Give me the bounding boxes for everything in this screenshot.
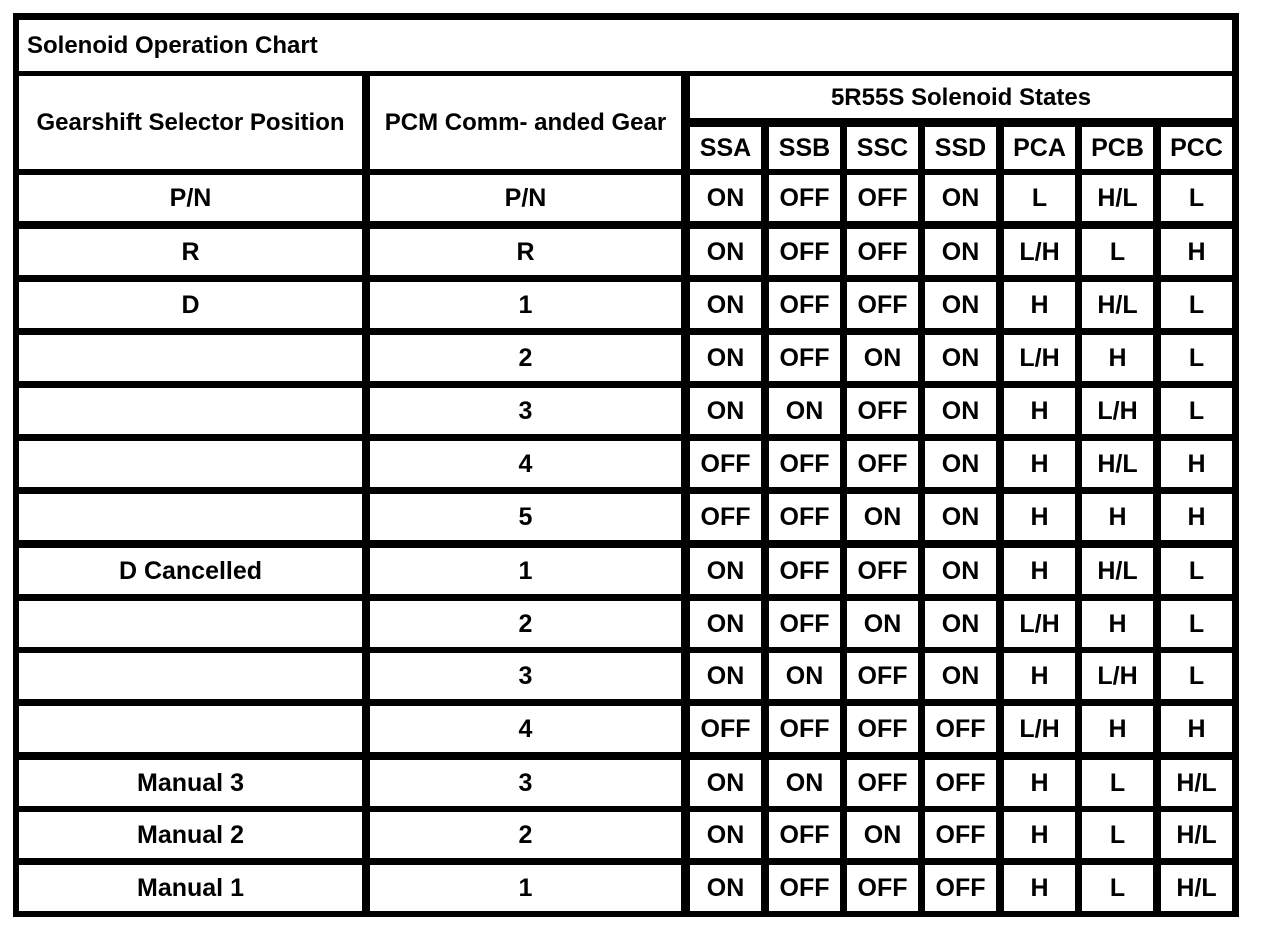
cell-commanded-gear: 3 bbox=[370, 388, 681, 434]
cell-state-ssa: ON bbox=[690, 548, 761, 594]
cell-state-ssb: OFF bbox=[769, 548, 840, 594]
cell-state-ssb: OFF bbox=[769, 812, 840, 858]
cell-state-ssb: OFF bbox=[769, 441, 840, 487]
header-gearshift-selector-position: Gearshift Selector Position bbox=[19, 76, 362, 169]
cell-state-pca: H bbox=[1004, 865, 1075, 911]
cell-state-pca: L/H bbox=[1004, 601, 1075, 647]
cell-commanded-gear: 3 bbox=[370, 760, 681, 806]
cell-state-pca: H bbox=[1004, 760, 1075, 806]
cell-selector-position bbox=[19, 653, 362, 699]
cell-selector-position: Manual 3 bbox=[19, 760, 362, 806]
cell-state-ssd: ON bbox=[925, 175, 996, 221]
cell-state-pcb: H bbox=[1082, 494, 1153, 540]
cell-state-ssa: OFF bbox=[690, 494, 761, 540]
cell-state-ssc: OFF bbox=[847, 388, 918, 434]
cell-state-ssc: ON bbox=[847, 601, 918, 647]
cell-state-ssb: ON bbox=[769, 388, 840, 434]
cell-selector-position: D Cancelled bbox=[19, 548, 362, 594]
solenoid-operation-chart bbox=[13, 13, 1239, 917]
cell-commanded-gear: R bbox=[370, 229, 681, 275]
cell-state-pcc: L bbox=[1161, 388, 1232, 434]
cell-state-pca: H bbox=[1004, 653, 1075, 699]
header-ssb: SSB bbox=[769, 127, 840, 169]
cell-state-pca: L bbox=[1004, 175, 1075, 221]
cell-state-ssd: ON bbox=[925, 548, 996, 594]
cell-state-ssd: ON bbox=[925, 335, 996, 381]
cell-state-ssc: OFF bbox=[847, 865, 918, 911]
cell-selector-position: Manual 1 bbox=[19, 865, 362, 911]
header-ssd: SSD bbox=[925, 127, 996, 169]
cell-state-ssb: OFF bbox=[769, 706, 840, 752]
cell-state-ssb: OFF bbox=[769, 494, 840, 540]
cell-state-ssa: ON bbox=[690, 175, 761, 221]
cell-state-ssb: OFF bbox=[769, 282, 840, 328]
cell-state-ssb: OFF bbox=[769, 601, 840, 647]
cell-state-pcc: L bbox=[1161, 653, 1232, 699]
cell-state-ssd: ON bbox=[925, 653, 996, 699]
cell-state-pca: L/H bbox=[1004, 706, 1075, 752]
cell-state-ssd: OFF bbox=[925, 812, 996, 858]
cell-commanded-gear: 1 bbox=[370, 865, 681, 911]
cell-state-pcb: L bbox=[1082, 229, 1153, 275]
cell-state-pcb: H/L bbox=[1082, 441, 1153, 487]
cell-state-ssc: OFF bbox=[847, 175, 918, 221]
cell-commanded-gear: P/N bbox=[370, 175, 681, 221]
cell-state-ssd: ON bbox=[925, 494, 996, 540]
cell-commanded-gear: 2 bbox=[370, 812, 681, 858]
cell-state-pcb: L/H bbox=[1082, 388, 1153, 434]
cell-selector-position: R bbox=[19, 229, 362, 275]
cell-state-pcc: L bbox=[1161, 282, 1232, 328]
cell-commanded-gear: 5 bbox=[370, 494, 681, 540]
cell-state-ssc: OFF bbox=[847, 653, 918, 699]
chart-title: Solenoid Operation Chart bbox=[19, 20, 1232, 71]
cell-state-ssb: OFF bbox=[769, 335, 840, 381]
cell-state-ssa: ON bbox=[690, 388, 761, 434]
cell-state-pca: H bbox=[1004, 494, 1075, 540]
header-pcb: PCB bbox=[1082, 127, 1153, 169]
header-pcc: PCC bbox=[1161, 127, 1232, 169]
cell-state-ssc: ON bbox=[847, 335, 918, 381]
cell-state-ssd: ON bbox=[925, 282, 996, 328]
cell-state-pca: H bbox=[1004, 441, 1075, 487]
cell-state-pcb: H/L bbox=[1082, 282, 1153, 328]
cell-state-ssb: OFF bbox=[769, 865, 840, 911]
cell-state-pcc: L bbox=[1161, 601, 1232, 647]
cell-state-ssd: ON bbox=[925, 388, 996, 434]
cell-state-ssc: OFF bbox=[847, 548, 918, 594]
cell-state-ssc: ON bbox=[847, 812, 918, 858]
cell-state-ssa: ON bbox=[690, 653, 761, 699]
cell-selector-position bbox=[19, 706, 362, 752]
cell-commanded-gear: 2 bbox=[370, 335, 681, 381]
header-pcm-commanded-gear: PCM Comm- anded Gear bbox=[370, 76, 681, 169]
cell-state-pcc: H bbox=[1161, 441, 1232, 487]
cell-state-pca: H bbox=[1004, 388, 1075, 434]
cell-state-pcb: L bbox=[1082, 865, 1153, 911]
cell-state-pcb: L bbox=[1082, 812, 1153, 858]
cell-state-ssd: OFF bbox=[925, 760, 996, 806]
cell-state-ssa: ON bbox=[690, 335, 761, 381]
cell-state-pcc: H/L bbox=[1161, 760, 1232, 806]
cell-selector-position bbox=[19, 441, 362, 487]
cell-state-ssc: OFF bbox=[847, 282, 918, 328]
cell-state-ssd: ON bbox=[925, 601, 996, 647]
cell-state-pcc: L bbox=[1161, 335, 1232, 381]
cell-state-ssd: ON bbox=[925, 441, 996, 487]
cell-state-pcb: L/H bbox=[1082, 653, 1153, 699]
cell-state-ssd: ON bbox=[925, 229, 996, 275]
header-solenoid-states: 5R55S Solenoid States bbox=[690, 76, 1232, 118]
cell-selector-position: Manual 2 bbox=[19, 812, 362, 858]
cell-state-pcc: H bbox=[1161, 494, 1232, 540]
header-ssc: SSC bbox=[847, 127, 918, 169]
header-pca: PCA bbox=[1004, 127, 1075, 169]
cell-state-ssa: ON bbox=[690, 812, 761, 858]
cell-state-pcc: H/L bbox=[1161, 865, 1232, 911]
cell-selector-position bbox=[19, 601, 362, 647]
cell-state-ssa: OFF bbox=[690, 706, 761, 752]
cell-state-pcc: H bbox=[1161, 229, 1232, 275]
cell-selector-position bbox=[19, 388, 362, 434]
cell-commanded-gear: 2 bbox=[370, 601, 681, 647]
cell-state-ssb: ON bbox=[769, 653, 840, 699]
cell-state-pcb: H/L bbox=[1082, 548, 1153, 594]
cell-selector-position: P/N bbox=[19, 175, 362, 221]
cell-state-pcc: L bbox=[1161, 548, 1232, 594]
cell-state-ssb: OFF bbox=[769, 175, 840, 221]
cell-state-ssb: ON bbox=[769, 760, 840, 806]
cell-state-ssb: OFF bbox=[769, 229, 840, 275]
cell-state-pcb: H bbox=[1082, 601, 1153, 647]
cell-state-pca: H bbox=[1004, 282, 1075, 328]
cell-commanded-gear: 4 bbox=[370, 706, 681, 752]
cell-commanded-gear: 1 bbox=[370, 548, 681, 594]
cell-state-ssc: OFF bbox=[847, 441, 918, 487]
cell-state-pca: L/H bbox=[1004, 229, 1075, 275]
cell-state-ssa: OFF bbox=[690, 441, 761, 487]
cell-commanded-gear: 3 bbox=[370, 653, 681, 699]
cell-state-pcc: H/L bbox=[1161, 812, 1232, 858]
cell-state-ssc: OFF bbox=[847, 706, 918, 752]
cell-state-pcb: H/L bbox=[1082, 175, 1153, 221]
cell-state-ssc: OFF bbox=[847, 760, 918, 806]
cell-state-ssa: ON bbox=[690, 760, 761, 806]
cell-state-pcb: H bbox=[1082, 335, 1153, 381]
cell-state-pcb: H bbox=[1082, 706, 1153, 752]
cell-commanded-gear: 4 bbox=[370, 441, 681, 487]
cell-selector-position bbox=[19, 335, 362, 381]
cell-state-ssc: OFF bbox=[847, 229, 918, 275]
cell-state-pca: H bbox=[1004, 812, 1075, 858]
cell-state-ssa: ON bbox=[690, 865, 761, 911]
cell-state-ssd: OFF bbox=[925, 706, 996, 752]
cell-selector-position bbox=[19, 494, 362, 540]
cell-state-ssa: ON bbox=[690, 229, 761, 275]
cell-state-pcb: L bbox=[1082, 760, 1153, 806]
cell-state-ssd: OFF bbox=[925, 865, 996, 911]
cell-commanded-gear: 1 bbox=[370, 282, 681, 328]
header-ssa: SSA bbox=[690, 127, 761, 169]
cell-state-pca: L/H bbox=[1004, 335, 1075, 381]
cell-state-pca: H bbox=[1004, 548, 1075, 594]
cell-state-pcc: H bbox=[1161, 706, 1232, 752]
cell-state-ssc: ON bbox=[847, 494, 918, 540]
cell-state-pcc: L bbox=[1161, 175, 1232, 221]
cell-state-ssa: ON bbox=[690, 282, 761, 328]
cell-state-ssa: ON bbox=[690, 601, 761, 647]
cell-selector-position: D bbox=[19, 282, 362, 328]
